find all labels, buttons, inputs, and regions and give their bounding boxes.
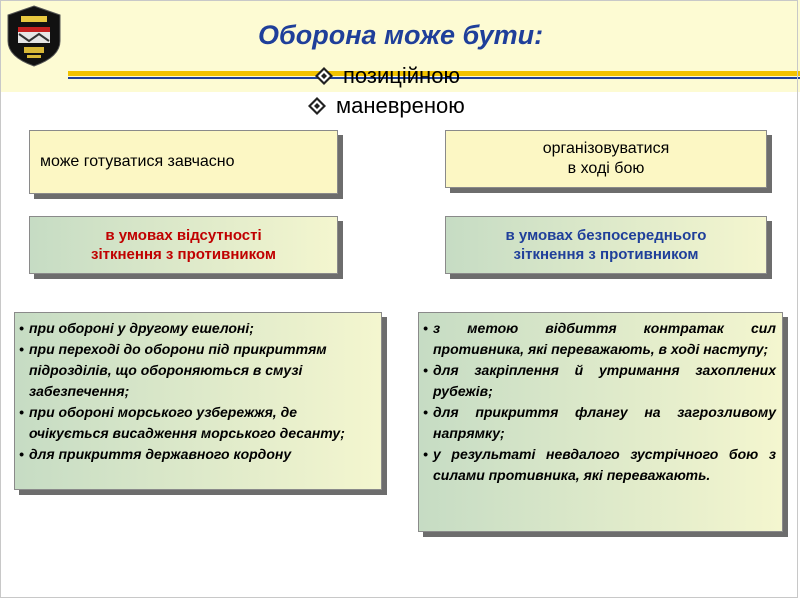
- maneuver-organization-line1: організовуватися: [542, 140, 670, 157]
- diamond-ornament-icon: [315, 67, 333, 85]
- list-item: • при обороні морського узбережжя, де очікується висадження морського десанту;: [19, 402, 375, 444]
- maneuver-cases-box: [418, 312, 783, 532]
- list-item: • при обороні у другому ешелоні;: [19, 318, 375, 339]
- page-title: Оборона може бути:: [258, 20, 544, 50]
- list-item: • з метою відбиття контратак сил противника, які переважають, в ході наступу;: [423, 318, 776, 360]
- list-item: • для прикриття державного кордону: [19, 444, 375, 465]
- positional-cases-list: [19, 318, 375, 465]
- maneuver-condition-box: [445, 216, 767, 274]
- maneuver-organization-line2: в ході бою: [567, 160, 645, 177]
- list-item: • при переході до оборони під прикриттям підрозділів, що обороняються в смузі забезпечення;: [19, 339, 375, 402]
- positional-condition-line1: в умовах відсутності: [105, 227, 262, 244]
- maneuver-condition-line1: в умовах безпосереднього: [505, 227, 707, 244]
- military-emblem-icon: [5, 5, 63, 67]
- defense-type-positional: [315, 63, 460, 89]
- maneuver-cases-list: [423, 318, 776, 486]
- defense-type-maneuver: [308, 93, 465, 119]
- list-item: • у результаті невдалого зустрічного бою з силами противника, які переважають.: [423, 444, 776, 486]
- list-item: • для закріплення й утримання захоплених рубежів;: [423, 360, 776, 402]
- defense-type-label: позиційною: [343, 63, 460, 88]
- positional-condition-line2: зіткнення з противником: [91, 246, 276, 263]
- positional-preparation-text: може готуватися завчасно: [40, 153, 235, 170]
- positional-condition-box: [29, 216, 338, 274]
- defense-type-label: маневреною: [336, 93, 465, 118]
- positional-cases-box: [14, 312, 382, 490]
- maneuver-organization-box: [445, 130, 767, 188]
- positional-preparation-box: [29, 130, 338, 194]
- list-item: • для прикриття флангу на загрозливому напрямку;: [423, 402, 776, 444]
- diamond-ornament-icon: [308, 97, 326, 115]
- maneuver-condition-line2: зіткнення з противником: [513, 246, 699, 263]
